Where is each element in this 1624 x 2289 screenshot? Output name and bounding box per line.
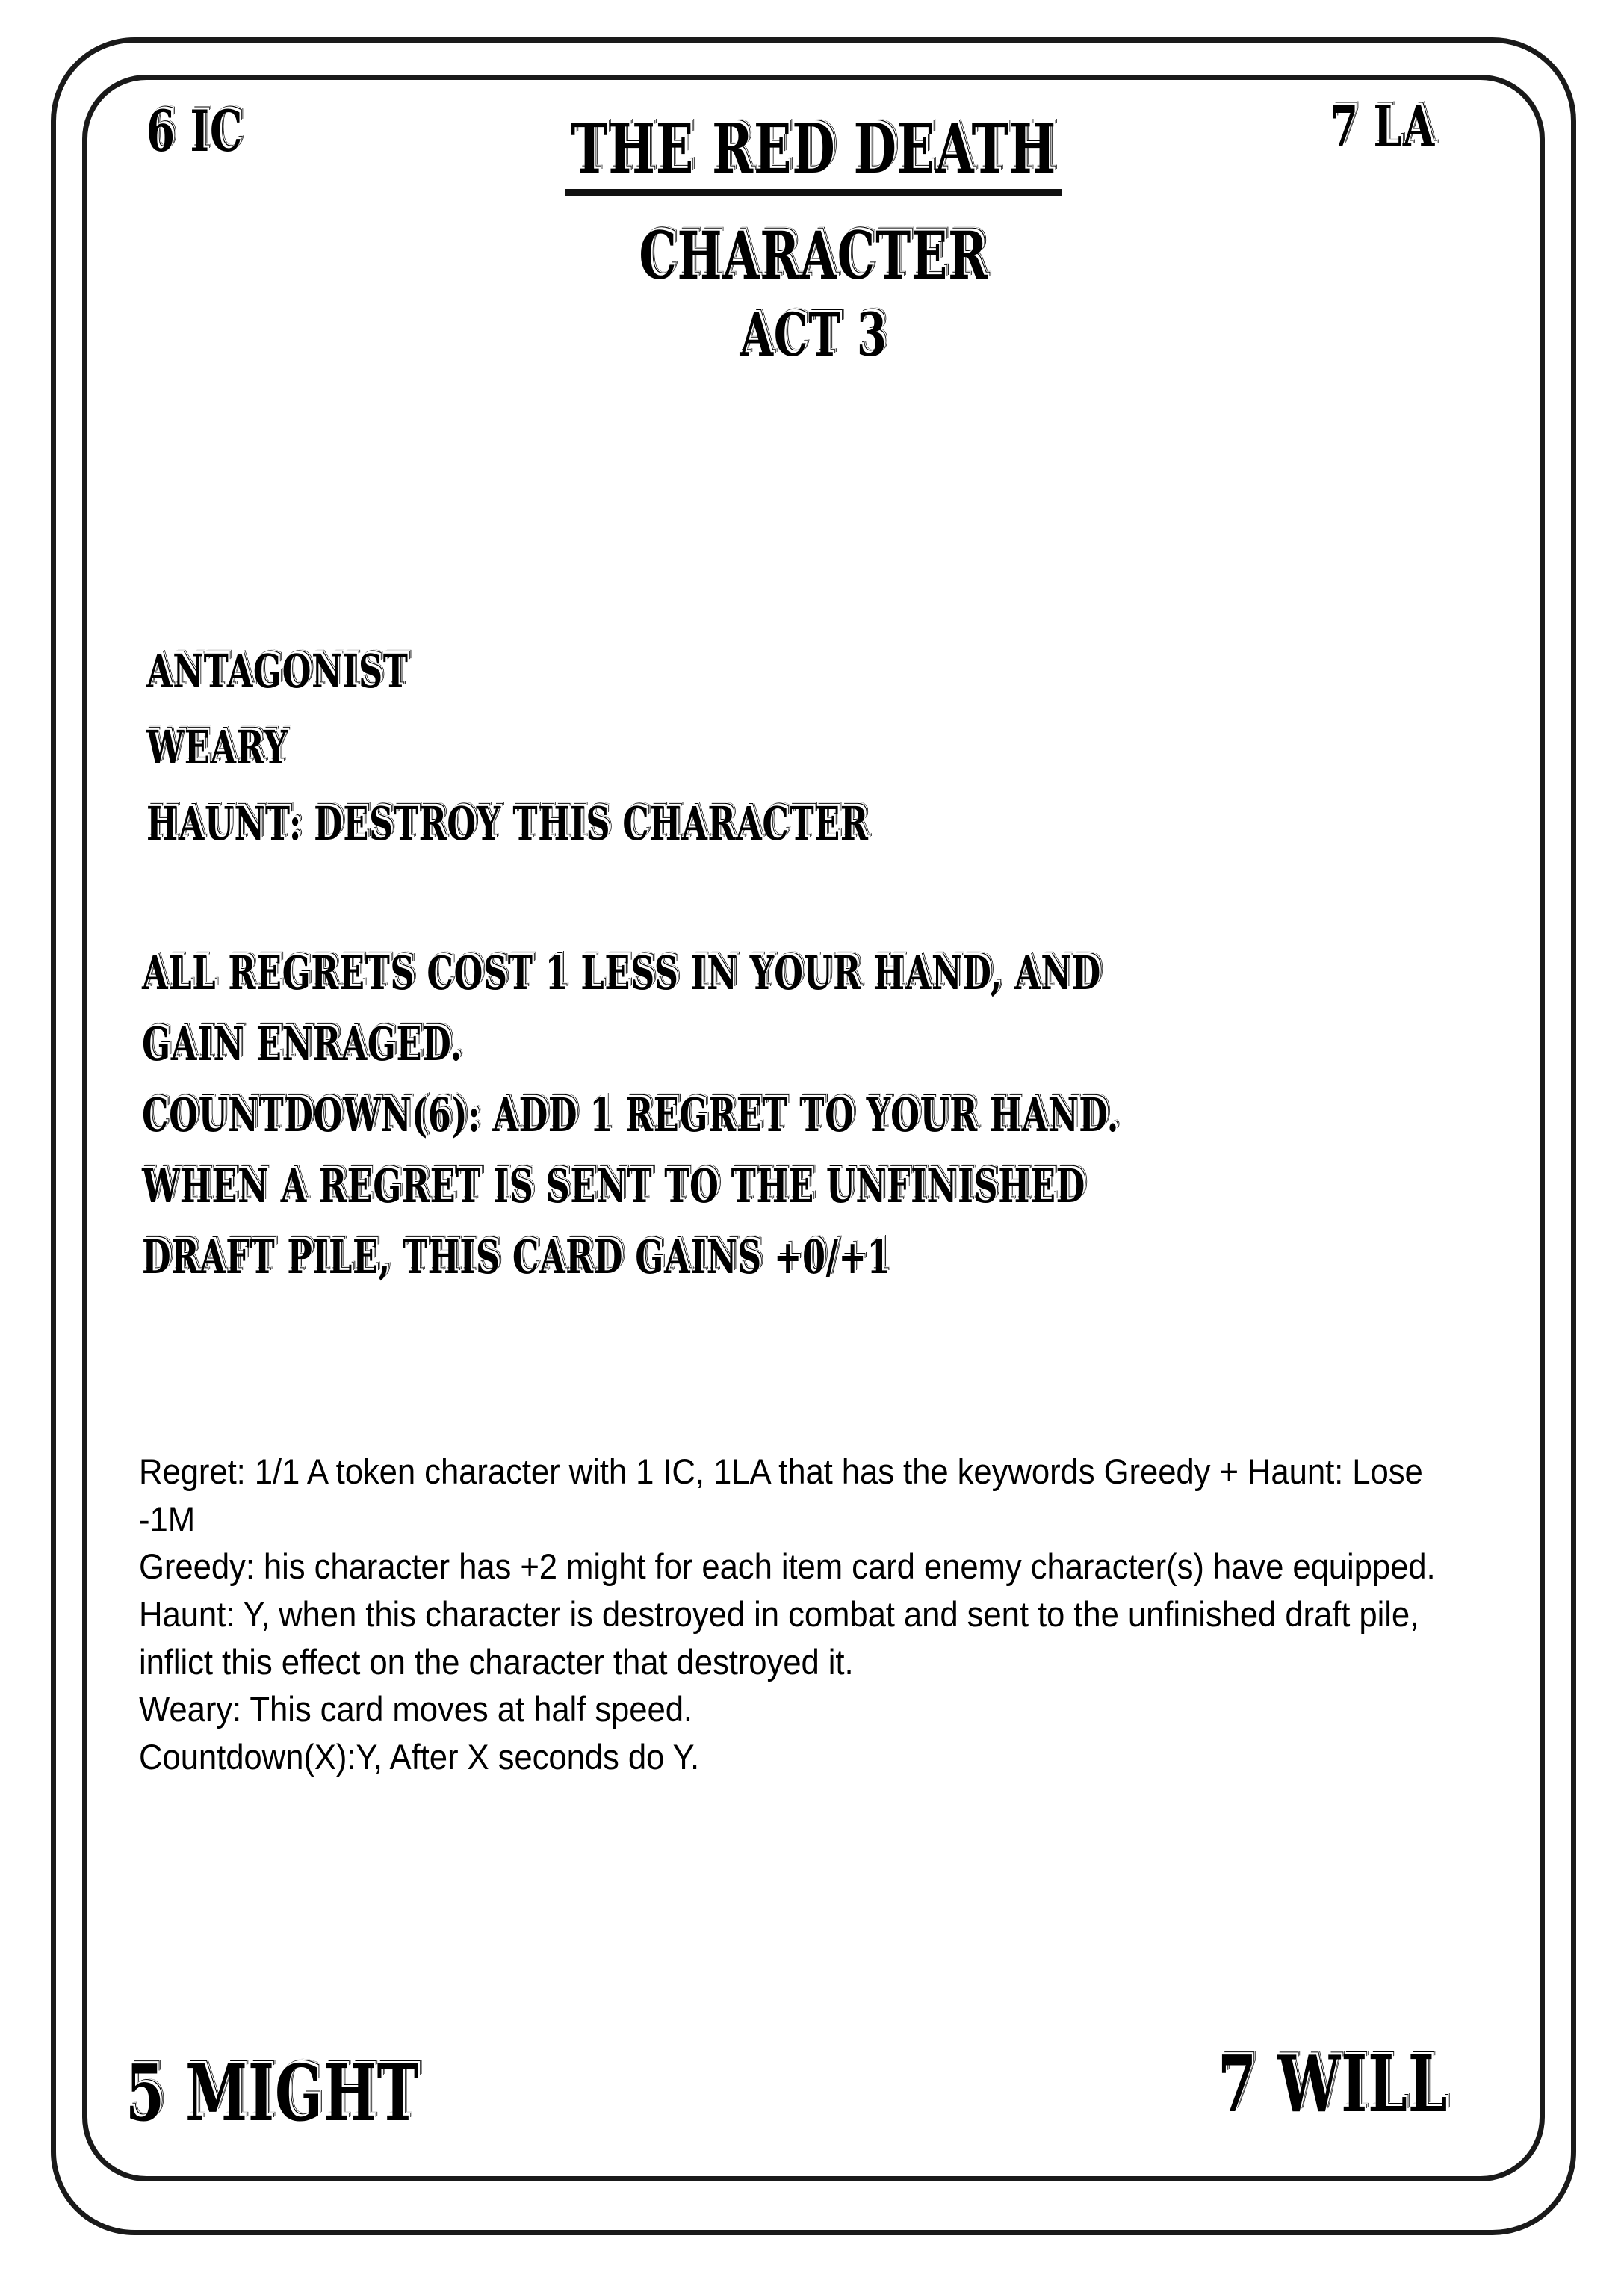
keyword-line: HAUNT: DESTROY THIS CHARACTER	[146, 796, 869, 851]
reminder-text-block	[139, 1448, 1459, 1781]
stat-initiative-cost: 6 IC	[146, 98, 244, 164]
ability-block	[142, 946, 1531, 1305]
ability-line: DRAFT PILE, THIS CARD GAINS +0/+1	[142, 1230, 891, 1284]
ability-line: COUNTDOWN(6): ADD 1 REGRET TO YOUR HAND.	[142, 1088, 1119, 1142]
reminder-line: Weary: This card moves at half speed.	[139, 1689, 692, 1729]
keyword-line: ANTAGONIST	[146, 644, 409, 699]
reminder-line: Greedy: his character has +2 might for each item card enemy character(s) have equipped.	[139, 1546, 1436, 1587]
stat-might: 5 MIGHT	[125, 2047, 420, 2139]
stat-life-armor: 7 LA	[1330, 93, 1435, 160]
ability-line: ALL REGRETS COST 1 LESS IN YOUR HAND, AND	[142, 946, 1101, 1000]
reminder-line: Regret: 1/1 A token character with 1 IC, 1LA that has the keywords Greedy + Haunt: Lose -1M	[139, 1452, 1423, 1539]
title-block	[82, 108, 1545, 371]
card-title: THE RED DEATH	[565, 112, 1062, 196]
ability-line: GAIN ENRAGED.	[142, 1017, 462, 1071]
reminder-line: Countdown(X):Y, After X seconds do Y.	[139, 1737, 700, 1777]
stat-will: 7 WILL	[1218, 2038, 1448, 2130]
keyword-block	[146, 644, 1491, 877]
card-type-line: CHARACTER	[639, 217, 988, 295]
ability-line: WHEN A REGRET IS SENT TO THE UNFINISHED	[142, 1159, 1085, 1213]
card-act-line: ACT 3	[740, 300, 887, 371]
keyword-line: WEARY	[146, 720, 288, 775]
reminder-line: Haunt: Y, when this character is destroyed in combat and sent to the unfinished draft pile, inflict this effect on the character that destroyed it.	[139, 1594, 1419, 1682]
